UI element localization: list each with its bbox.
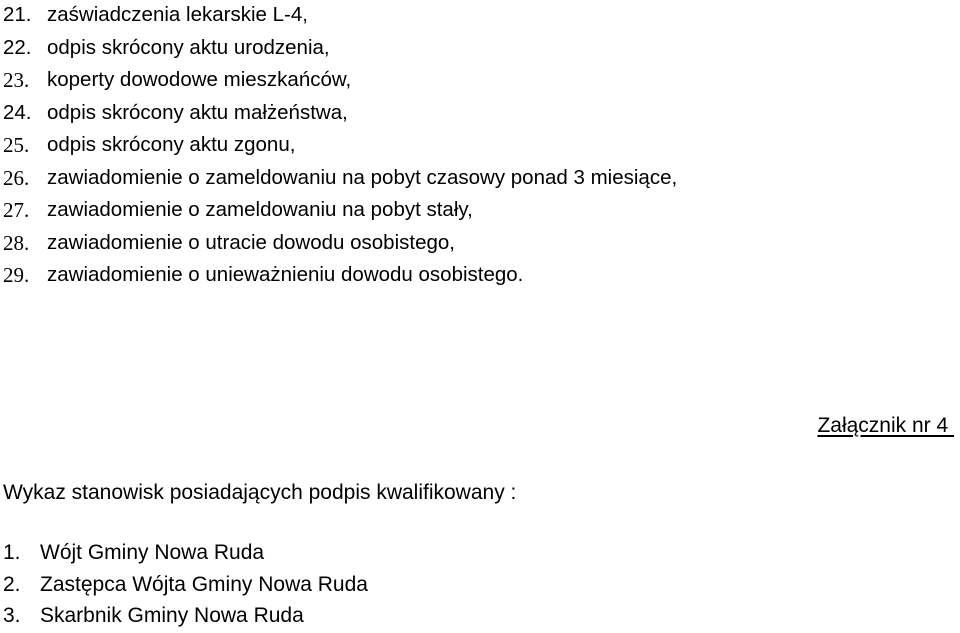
list-item (3, 228, 677, 261)
list-item-text: odpis skrócony aktu urodzenia, (47, 35, 330, 59)
list-item (3, 260, 677, 293)
documents-list (3, 0, 677, 293)
list-item (3, 538, 368, 570)
list-item-text: odpis skrócony aktu zgonu, (47, 133, 296, 156)
list-item (3, 195, 677, 228)
list-item (3, 130, 677, 163)
attachment-label: Załącznik nr 4 (817, 414, 954, 437)
list-item-number: 23. (3, 68, 30, 92)
list-item-text: zawiadomienie o utracie dowodu osobistego, (47, 230, 455, 254)
list-item-text: Zastępca Wójta Gminy Nowa Ruda (40, 572, 368, 596)
list-item-text: Skarbnik Gminy Nowa Ruda (40, 604, 304, 627)
list-item-number: 22. (3, 35, 32, 59)
list-item (3, 601, 368, 633)
list-item-number: 1. (3, 541, 21, 564)
list-item-number: 24. (3, 100, 32, 124)
list-item-number: 2. (3, 572, 21, 596)
list-item-text: koperty dowodowe mieszkańców, (47, 68, 352, 91)
list-item (3, 163, 677, 196)
list-item-number: 3. (3, 604, 21, 627)
list-item-text: Wójt Gminy Nowa Ruda (40, 541, 265, 564)
list-item-text: zaświadczenia lekarskie L-4, (47, 3, 308, 26)
list-item-number: 29. (3, 263, 30, 287)
section-title: Wykaz stanowisk posiadających podpis kwalifikowany : (3, 481, 517, 504)
list-item-text: odpis skrócony aktu małżeństwa, (47, 100, 348, 124)
list-item-text: zawiadomienie o zameldowaniu na pobyt czasowy ponad 3 miesiące, (47, 165, 678, 189)
list-item-number: 21. (3, 3, 32, 26)
list-item (3, 98, 677, 131)
list-item (3, 0, 677, 33)
list-item-text: zawiadomienie o zameldowaniu na pobyt stały, (47, 198, 473, 221)
list-item (3, 65, 677, 98)
list-item-number: 26. (3, 165, 30, 190)
list-item-number: 28. (3, 230, 30, 255)
positions-list (3, 538, 368, 633)
list-item (3, 33, 677, 66)
list-item-number: 25. (3, 133, 30, 157)
list-item-number: 27. (3, 198, 30, 222)
list-item (3, 570, 368, 602)
list-item-text: zawiadomienie o unieważnieniu dowodu osobistego. (47, 263, 524, 286)
